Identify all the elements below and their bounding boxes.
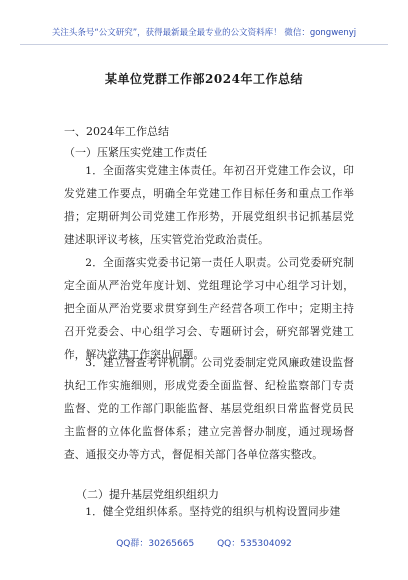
subsection-heading: （二）提升基层党组织组织力 [76, 488, 219, 501]
subsection-heading: （一）压紧压实党建工作责任 [64, 146, 207, 159]
footer-qq: QQ：535304092 [217, 539, 292, 549]
document-title: 某单位党群工作部2024年工作总结 [105, 72, 303, 86]
paragraph-1: 1．全面落实党建主体责任。年初召开党建工作会议，印发党建工作要点，明确全年党建工作目标任务和重点工作举措；定期研判公司党建工作形势，开展党组织书记抓基层党建述职评议考核，压实管党治党政治责任。 [64, 165, 354, 246]
paragraph-4: 1．健全党组织体系。坚持党的组织与机构设置同步建 [85, 506, 341, 518]
section-heading: 一、2024年工作总结 [64, 125, 169, 138]
header-banner: 关注头条号“公文研究”，获得最新最全最专业的公文资料库！ 微信：gongwenyj [51, 28, 357, 38]
footer-contact [0, 536, 408, 549]
header-divider [20, 44, 388, 45]
paragraph-2: 2．全面落实党委书记第一责任人职责。公司党委研究制定全面从严治党年度计划、党组理论学习中心组学习计划，把全面从严治党要求贯穿到生产经营各项工作中；定期主持召开党委会、中心组学习会、专题研讨会，研究部署党建工作，解决党建工作突出问题。 [64, 257, 354, 361]
paragraph-3: 3．建立督查考评机制。公司党委制定党风廉政建设监督执纪工作实施细则，形成党委全面监督、纪检监察部门专责监督、党的工作部门职能监督、基层党组织日常监督党员民主监督的立体化监督体系；建立完善督办制度，通过现场督查、通报交办等方式，督促相关部门各单位落实整改。 [64, 357, 354, 461]
footer-qq-group: QQ群：30265665 [116, 539, 195, 549]
